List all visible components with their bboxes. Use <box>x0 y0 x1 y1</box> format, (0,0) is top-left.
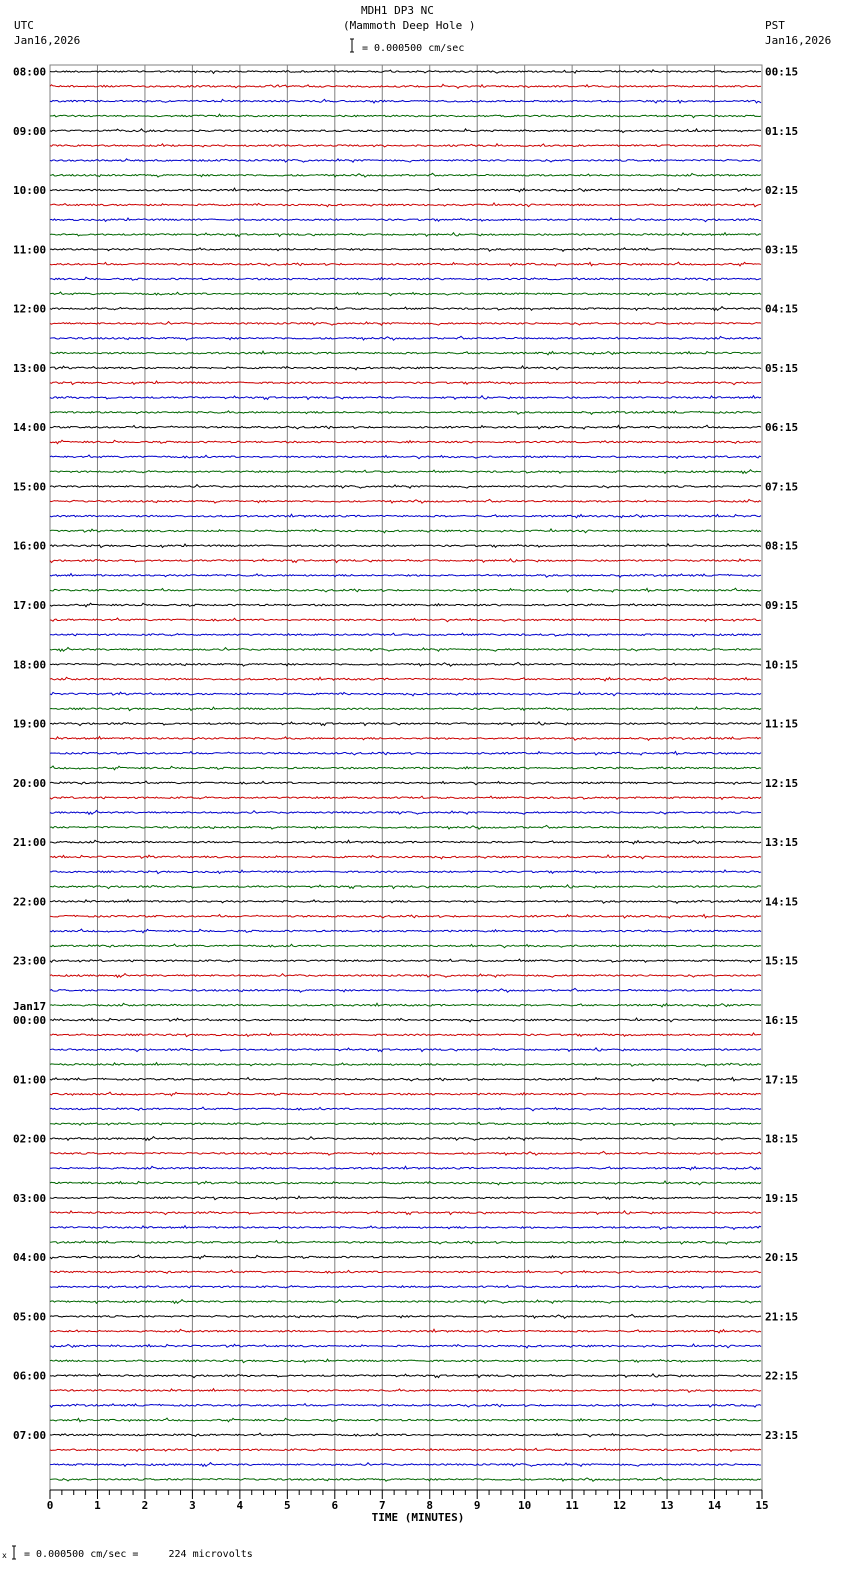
seismic-trace <box>50 129 761 133</box>
seismic-trace <box>50 914 761 918</box>
seismic-trace <box>50 618 761 622</box>
seismic-trace <box>50 1433 761 1437</box>
seismic-trace <box>50 1448 761 1451</box>
seismic-trace <box>50 1241 761 1245</box>
seismic-trace <box>50 425 761 429</box>
pst-hour-label: 04:15 <box>765 302 799 316</box>
utc-hour-label: 17:00 <box>13 599 47 613</box>
seismic-trace <box>50 485 761 489</box>
seismic-trace <box>50 455 761 459</box>
footer-marker: x <box>2 1551 7 1560</box>
seismic-trace <box>50 173 761 177</box>
seismic-trace <box>50 988 761 992</box>
seismic-trace <box>50 811 761 815</box>
seismic-trace <box>50 662 761 666</box>
seismic-trace <box>50 648 761 652</box>
seismic-trace <box>50 1270 761 1274</box>
scale-label: = 0.000500 cm/sec <box>362 43 465 54</box>
utc-hour-label: 14:00 <box>13 421 47 435</box>
seismic-trace <box>50 751 761 755</box>
seismic-trace <box>50 737 761 741</box>
seismic-trace <box>50 1033 761 1037</box>
pst-hour-label: 14:15 <box>765 895 799 909</box>
pst-hour-label: 09:15 <box>765 599 799 613</box>
seismic-trace <box>50 1477 761 1481</box>
seismic-trace <box>50 188 761 192</box>
x-tick-label: 2 <box>141 1499 149 1512</box>
right-timezone: PST <box>765 19 785 32</box>
utc-hour-label: 16:00 <box>13 539 47 553</box>
seismic-trace <box>50 1374 761 1378</box>
seismic-trace <box>50 1226 761 1230</box>
trace-group <box>50 70 761 1481</box>
utc-hour-label: 09:00 <box>13 124 47 138</box>
pst-hour-label: 01:15 <box>765 124 799 138</box>
x-tick-label: 11 <box>565 1499 579 1512</box>
seismic-trace <box>50 529 761 533</box>
scale-bar-icon <box>350 39 354 52</box>
seismic-trace <box>50 396 761 400</box>
utc-hour-label: 21:00 <box>13 836 47 850</box>
pst-hour-label: 10:15 <box>765 658 799 672</box>
pst-hour-label: 22:15 <box>765 1369 799 1383</box>
station-title: MDH1 DP3 NC <box>361 4 434 17</box>
seismic-trace <box>50 1137 761 1141</box>
seismic-trace <box>50 559 761 563</box>
seismic-trace <box>50 781 761 785</box>
seismic-trace <box>50 1196 761 1199</box>
seismic-trace <box>50 99 761 103</box>
seismic-trace <box>50 677 761 681</box>
seismic-trace <box>50 855 761 859</box>
seismic-trace <box>50 277 761 280</box>
seismic-trace <box>50 722 761 726</box>
seismic-trace <box>50 499 761 503</box>
utc-hour-label: 07:00 <box>13 1428 47 1442</box>
utc-hour-label: 04:00 <box>13 1251 47 1265</box>
pst-hour-label: 20:15 <box>765 1251 799 1265</box>
seismic-trace <box>50 1314 761 1318</box>
pst-hour-label: 11:15 <box>765 717 799 731</box>
x-tick-label: 15 <box>755 1499 769 1512</box>
x-tick-label: 6 <box>331 1499 339 1512</box>
seismic-trace <box>50 1077 761 1081</box>
seismic-trace <box>50 1151 761 1155</box>
seismic-trace <box>50 1329 761 1333</box>
seismic-trace <box>50 292 761 296</box>
utc-hour-label: 00:00 <box>13 1013 47 1027</box>
seismic-trace <box>50 959 761 962</box>
utc-hour-label: 05:00 <box>13 1310 47 1324</box>
left-timezone: UTC <box>14 19 34 32</box>
seismic-trace <box>50 248 761 251</box>
utc-hour-label: 19:00 <box>13 717 47 731</box>
seismic-trace <box>50 381 761 385</box>
seismic-trace <box>50 1344 761 1348</box>
x-tick-label: 14 <box>707 1499 722 1512</box>
seismic-trace <box>50 307 761 311</box>
x-axis <box>47 1490 769 1524</box>
date-change-label: Jan17 <box>13 999 47 1013</box>
utc-hour-label: 08:00 <box>13 65 47 79</box>
seismic-trace <box>50 929 761 933</box>
seismic-trace <box>50 692 761 696</box>
station-location: (Mammoth Deep Hole ) <box>343 19 476 32</box>
pst-hour-label: 02:15 <box>765 184 799 198</box>
seismic-trace <box>50 114 761 117</box>
seismic-trace <box>50 1300 761 1304</box>
seismic-trace <box>50 1285 761 1288</box>
utc-hour-label: 13:00 <box>13 361 47 375</box>
right-date: Jan16,2026 <box>765 34 832 47</box>
x-axis-title: TIME (MINUTES) <box>371 1511 465 1524</box>
seismic-trace <box>50 218 761 222</box>
seismic-trace <box>50 1107 761 1111</box>
utc-hour-label: 22:00 <box>13 895 47 909</box>
pst-hour-label: 23:15 <box>765 1428 799 1442</box>
x-tick-label: 4 <box>236 1499 244 1512</box>
footer-scale-bar-icon <box>12 1546 16 1559</box>
seismic-trace <box>50 1063 761 1067</box>
seismic-trace <box>50 84 761 88</box>
seismic-trace <box>50 1255 761 1259</box>
pst-hour-label: 21:15 <box>765 1310 799 1324</box>
footer-scale-note: = 0.000500 cm/sec = 224 microvolts <box>24 1549 253 1560</box>
x-tick-label: 8 <box>426 1499 434 1512</box>
seismic-trace <box>50 1018 761 1022</box>
seismic-trace <box>50 262 761 266</box>
pst-hour-label: 07:15 <box>765 480 799 494</box>
seismic-trace <box>50 1389 761 1393</box>
seismic-trace <box>50 411 761 414</box>
seismic-trace <box>50 1211 761 1215</box>
utc-hour-label: 15:00 <box>13 480 47 494</box>
x-tick-label: 13 <box>660 1499 674 1512</box>
seismic-trace <box>50 470 761 474</box>
utc-hour-label: 02:00 <box>13 1132 47 1146</box>
seismic-trace <box>50 603 761 606</box>
seismic-trace <box>50 840 761 844</box>
x-tick-label: 0 <box>46 1499 54 1512</box>
seismic-trace <box>50 203 761 207</box>
seismic-trace <box>50 574 761 578</box>
seismic-trace <box>50 1003 761 1007</box>
x-tick-label: 9 <box>473 1499 481 1512</box>
utc-hour-label: 12:00 <box>13 302 47 316</box>
seismic-trace <box>50 1359 761 1362</box>
seismic-trace <box>50 900 761 904</box>
seismic-trace <box>50 1122 761 1125</box>
seismic-trace <box>50 159 761 162</box>
seismic-trace <box>50 870 761 874</box>
utc-hour-label: 11:00 <box>13 243 47 257</box>
seismic-trace <box>50 1404 761 1408</box>
seismic-trace <box>50 514 761 518</box>
utc-hour-label: 06:00 <box>13 1369 47 1383</box>
pst-hour-label: 16:15 <box>765 1013 799 1027</box>
seismic-trace <box>50 1181 761 1185</box>
x-tick-label: 3 <box>189 1499 196 1512</box>
seismic-trace <box>50 1463 761 1467</box>
utc-hour-label: 18:00 <box>13 658 47 672</box>
seismic-trace <box>50 766 761 770</box>
pst-hour-label: 05:15 <box>765 361 799 375</box>
seismic-trace <box>50 885 761 889</box>
seismic-trace <box>50 233 761 237</box>
pst-hour-label: 03:15 <box>765 243 799 257</box>
x-tick-label: 1 <box>94 1499 101 1512</box>
utc-hour-label: 10:00 <box>13 184 47 198</box>
seismic-trace <box>50 707 761 711</box>
pst-hour-label: 15:15 <box>765 954 799 968</box>
seismic-trace <box>50 633 761 636</box>
seismic-trace <box>50 70 761 74</box>
pst-hour-label: 19:15 <box>765 1191 799 1205</box>
seismic-trace <box>50 440 761 443</box>
seismic-trace <box>50 366 761 370</box>
seismic-trace <box>50 974 761 978</box>
seismic-trace <box>50 336 761 340</box>
seismic-trace <box>50 944 761 948</box>
utc-hour-label: 23:00 <box>13 954 47 968</box>
pst-hour-label: 13:15 <box>765 836 799 850</box>
pst-hour-label: 06:15 <box>765 421 799 435</box>
pst-hour-label: 00:15 <box>765 65 799 79</box>
pst-hour-label: 18:15 <box>765 1132 799 1146</box>
utc-hour-label: 01:00 <box>13 1073 47 1087</box>
seismic-trace <box>50 1048 761 1052</box>
seismic-trace <box>50 1166 761 1170</box>
utc-hour-label: 20:00 <box>13 776 47 790</box>
pst-hour-label: 17:15 <box>765 1073 799 1087</box>
x-tick-label: 10 <box>518 1499 532 1512</box>
x-tick-label: 7 <box>378 1499 386 1512</box>
seismic-trace <box>50 1418 761 1422</box>
seismic-trace <box>50 588 761 592</box>
seismic-trace <box>50 144 761 147</box>
x-tick-label: 5 <box>284 1499 291 1512</box>
utc-hour-label: 03:00 <box>13 1191 47 1205</box>
seismic-trace <box>50 796 761 799</box>
seismic-trace <box>50 544 761 548</box>
seismic-trace <box>50 322 761 326</box>
pst-hour-label: 12:15 <box>765 776 799 790</box>
left-date: Jan16,2026 <box>14 34 81 47</box>
seismic-trace <box>50 825 761 829</box>
x-tick-label: 12 <box>612 1499 627 1512</box>
seismic-trace <box>50 1092 761 1096</box>
seismic-trace <box>50 351 761 355</box>
pst-hour-label: 08:15 <box>765 539 799 553</box>
